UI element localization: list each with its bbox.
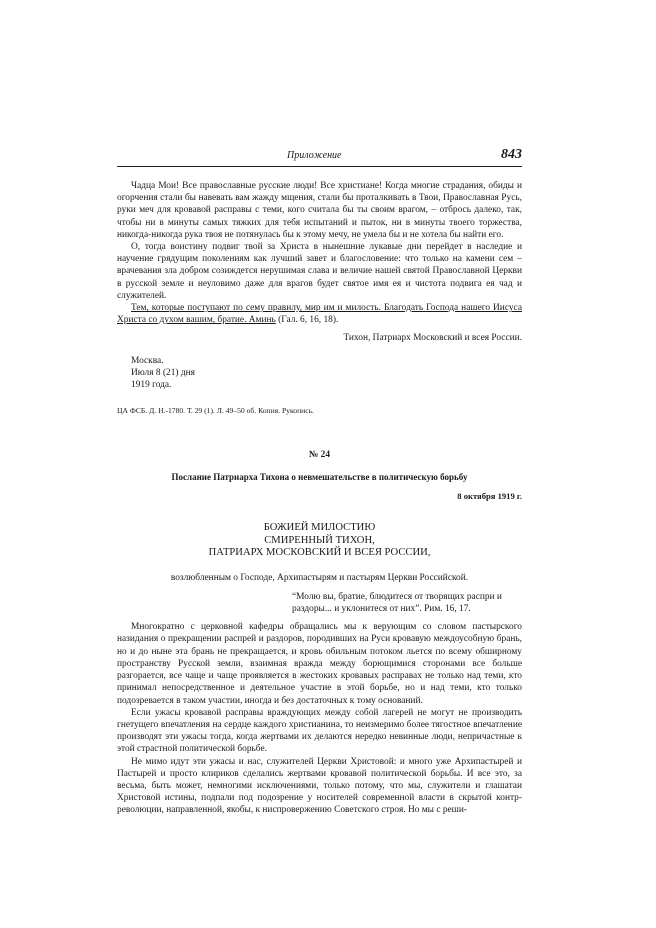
paragraph: Не мимо идут эти ужасы и нас, служителей Церкви Христовой: и много уже Архипастырей и Пастырей и просто клириков сделались жертвами кровавой политической борьбы. И все это, за весьма, быть может, немногими исключениями, только потому, что мы, служители и глашатаи Христовой истины, подпали под подозрение у носителей современной власти в скрытой контр-революции, направленной, якобы, к ниспровержению Советского строя. Но мы с реши- [117,756,522,816]
archive-reference: ЦА ФСБ. Д. Н.-1780. Т. 29 (1). Л. 49–50 об. Копия. Рукопись. [117,405,314,415]
page-header [117,147,522,167]
salutation-line: БОЖИЕЙ МИЛОСТИЮ [263,522,376,534]
paragraph [117,302,522,326]
address-line: возлюбленным о Господе, Архипастырям и пастырям Церкви Российской. [170,572,469,583]
document-number: № 24 [308,449,331,460]
underlined-quote: Тем, которые поступают по сему правилу, мир им и милость. Благодать Господа нашего Иисуса Христа со духом вашим, братие. Аминь [117,303,522,326]
date-line: Июля 8 (21) дня [131,367,195,378]
date-line: 1919 года. [131,379,172,390]
page-body [117,180,522,817]
document-date: 8 октября 1919 г. [457,491,522,502]
place-date [117,355,522,391]
paragraph: Многократно с церковной кафедры обращались мы к верующим со словом пастырского назидания о прекращении распрей и раздоров, породивших на Руси кровавую междоусобную брань, но и до ныне эта брань не прекращается, и кровь обильным потоком льется по всему обширному пространству Русской земли, взаимная вражда между борющимися сторонами все больше разгорается, все чаще и чаще проявляется в жестоких кровавых расправах не только над теми, кто принимал непосредственное и деятельное участие в этой борьбе, но и над теми, кто только подозревается в таком участии, иногда и без достаточных к тому оснований. [117,622,522,706]
epigraph: “Молю вы, братие, блюдитеся от творящих распри и раздоры... и уклонитеся от них”. Рим. 16, 17. [292,591,502,615]
salutation [117,522,522,559]
scripture-reference: (Гал. 6, 16, 18). [275,315,339,326]
document-title: Послание Патриарха Тихона о невмешательстве в политическую борьбу [171,472,468,483]
place: Москва. [131,355,164,366]
paragraph: Если ужасы кровавой расправы враждующих между собой лагерей не могут не производить гнетущего впечатления на сердце каждого христианина, то неизмеримо более тягостное впечатление производят эти ужасы тогда, когда жертвами их делаются нередко невинные люди, непричастные к этой страстной политической борьбе. [117,707,522,755]
paragraph: Чадца Мои! Все православные русские люди! Все христиане! Когда многие страдания, обиды и огорчения стали бы навевать вам жажду мщения, стали бы проталкивать в Твои, Православная Русь, руки меч для кровавой расправы с теми, кого считала бы ты своим врагом, – отбрось далеко, так, чтобы ни в минуты самых тяжких для тебя испытаний и пыток, ни в минуты твоего торжества, никогда-никогда рука твоя не потянулась бы к этому мечу, не умела бы и не хотела бы найти его. [117,181,522,240]
paragraph: О, тогда воистину подвиг твой за Христа в нынешние лукавые дни перейдет в наследие и научение грядущим поколениям как лучший завет и благословение: что только на камени сем – врачевания зла добром созиждется нерушимая слава и величие нашей святой Православной Церкви в русской земле и неуловимо даже для врагов будет святое имя ея и чистота подвига ея чад и служителей. [117,242,522,301]
page-number: 843 [501,147,522,162]
signature: Тихон, Патриарх Московский и всея России. [343,333,522,344]
running-title: Приложение [287,150,342,161]
salutation-line: ПАТРИАРХ МОСКОВСКИЙ И ВСЕЯ РОССИИ, [208,547,431,559]
salutation-line: СМИРЕННЫЙ ТИХОН, [264,534,375,546]
